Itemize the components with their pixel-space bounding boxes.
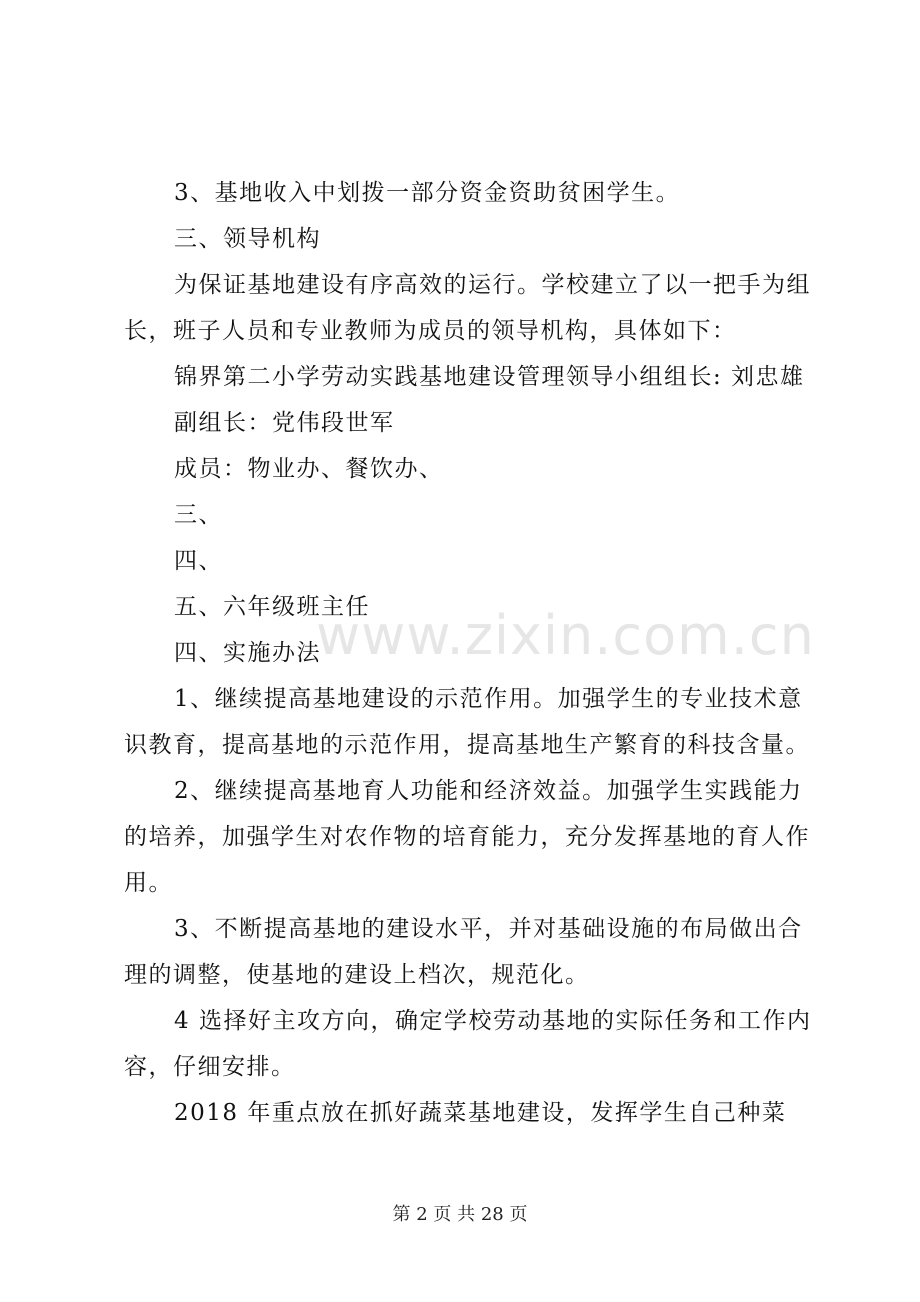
page-footer: 第 2 页 共 28 页 (392, 1204, 528, 1225)
paragraph-line: 用。 (124, 870, 173, 896)
paragraph-line: 成员：物业办、餐饮办、 (174, 456, 444, 482)
paragraph-line: 3、基地收入中划拨一部分资金资助贫困学生。 (174, 180, 681, 206)
paragraph-line: 的培养，加强学生对农作物的培育能力，充分发挥基地的育人作 (124, 824, 810, 850)
paragraph-line: 2018 年重点放在抓好蔬菜基地建设，发挥学生自己种菜 (174, 1100, 787, 1126)
section-heading: 四、实施办法 (174, 640, 321, 666)
paragraph-line: 3、不断提高基地的建设水平，并对基础设施的布局做出合 (174, 916, 803, 942)
paragraph-line: 4 选择好主攻方向，确定学校劳动基地的实际任务和工作内 (174, 1008, 812, 1034)
paragraph-line: 四、 (174, 548, 223, 574)
paragraph-line: 识教育，提高基地的示范作用，提高基地生产繁育的科技含量。 (124, 732, 810, 758)
paragraph-line: 容，仔细安排。 (124, 1054, 296, 1080)
paragraph-line: 1、继续提高基地建设的示范作用。加强学生的专业技术意 (174, 686, 803, 712)
paragraph-line: 三、 (174, 502, 223, 528)
paragraph-line: 锦界第二小学劳动实践基地建设管理领导小组组长: 刘忠雄 (174, 364, 805, 390)
paragraph-line: 副组长：党伟段世军 (174, 410, 395, 436)
paragraph-line: 2、继续提高基地育人功能和经济效益。加强学生实践能力 (174, 778, 803, 804)
watermark: www.zixin.com.cn (316, 604, 815, 667)
paragraph-line: 为保证基地建设有序高效的运行。学校建立了以一把手为组 (174, 272, 811, 298)
section-heading: 三、领导机构 (174, 226, 321, 252)
paragraph-line: 理的调整，使基地的建设上档次，规范化。 (124, 962, 590, 988)
paragraph-line: 五、六年级班主任 (174, 594, 370, 620)
paragraph-line: 长，班子人员和专业教师为成员的领导机构，具体如下： (124, 318, 737, 344)
